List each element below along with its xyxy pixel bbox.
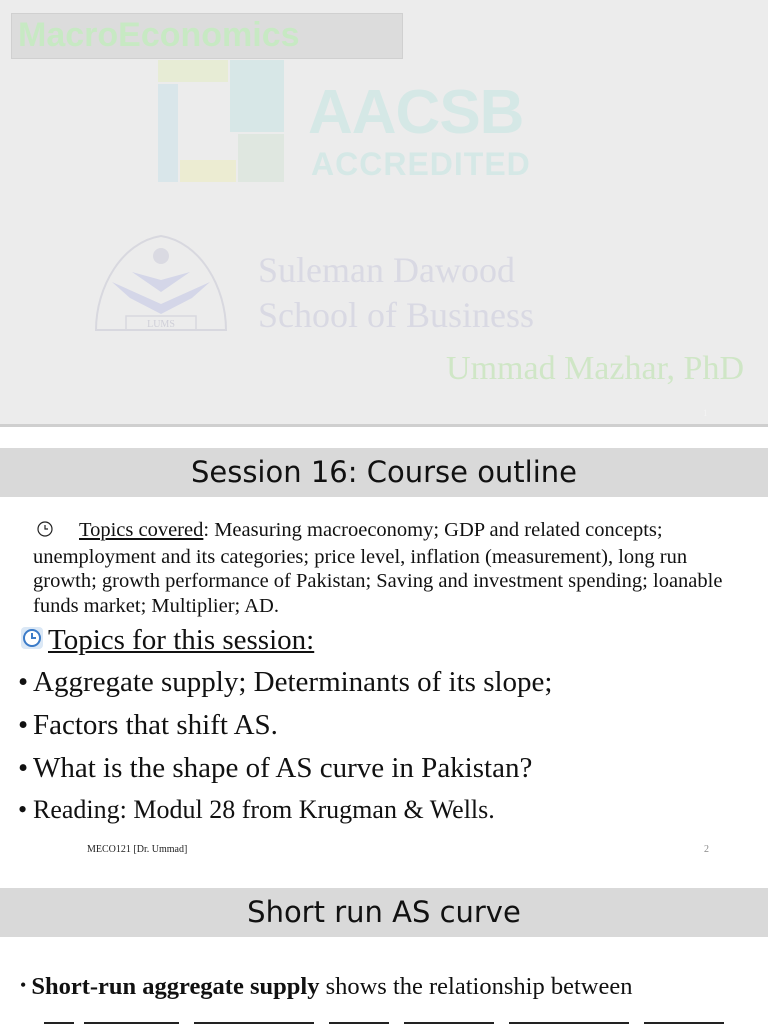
slide-number: 2 [704,844,709,855]
aacsb-accredited: ACCREDITED [311,146,531,182]
school-name-line2: School of Business [258,295,535,335]
list-item [20,970,760,1002]
bullet-text: What is the shape of AS curve in Pakistan? [33,752,533,784]
list-item: • Reading: Modul 28 from Krugman & Wells. [18,795,495,824]
author-name: Ummad Mazhar, PhD [446,350,744,387]
lums-logo-text: LUMS [147,319,175,330]
slide-title: Short run AS curve [0,888,768,937]
slide-title: Session 16: Course outline [0,448,768,497]
topics-covered-paragraph [33,518,753,618]
bullet-text: Factors that shift AS. [33,709,278,741]
topics-covered-label: Topics covered [79,519,204,541]
slide-number: 1 [703,408,708,418]
slide-footer: MECO121 [Dr. Ummad] [87,844,188,855]
session-topics-heading [20,624,314,657]
bullet-text: Aggregate supply; Determinants of its slope; [33,666,553,698]
session-topics-title: Topics for this session: [48,624,315,656]
bullet-text: shows the relationship between [319,973,633,1000]
title-slide [0,0,768,424]
bullet-dot: • [20,975,27,995]
short-run-as-slide [0,888,768,1024]
slide-divider [0,424,768,427]
aacsb-logo-mark [158,60,284,182]
clock-icon-blue [20,626,44,650]
topics-covered-text: : Measuring macroeconomy; GDP and related concepts; unemployment and its categories; price level, inflation (measurement), long run growth; growth performance of Pakistan; Saving and investment spending; loanable funds market; Multiplier; AD. [33,519,723,617]
list-item: • Aggregate supply; Determinants of its slope; [18,666,553,698]
outline-slide [0,448,768,864]
bullet-bold-term: Short-run aggregate supply [31,973,320,1000]
course-title-box [11,13,403,59]
truncated-line [44,1014,734,1024]
clock-icon [33,520,79,545]
school-name-line1: Suleman Dawood [258,250,515,290]
aacsb-wordmark: AACSB [308,78,524,147]
lums-logo [92,232,230,336]
list-item: • What is the shape of AS curve in Pakistan? [18,752,533,784]
list-item: • Factors that shift AS. [18,709,278,741]
course-title: MacroEconomics [18,16,300,54]
bullet-text: Reading: Modul 28 from Krugman & Wells. [33,795,495,824]
